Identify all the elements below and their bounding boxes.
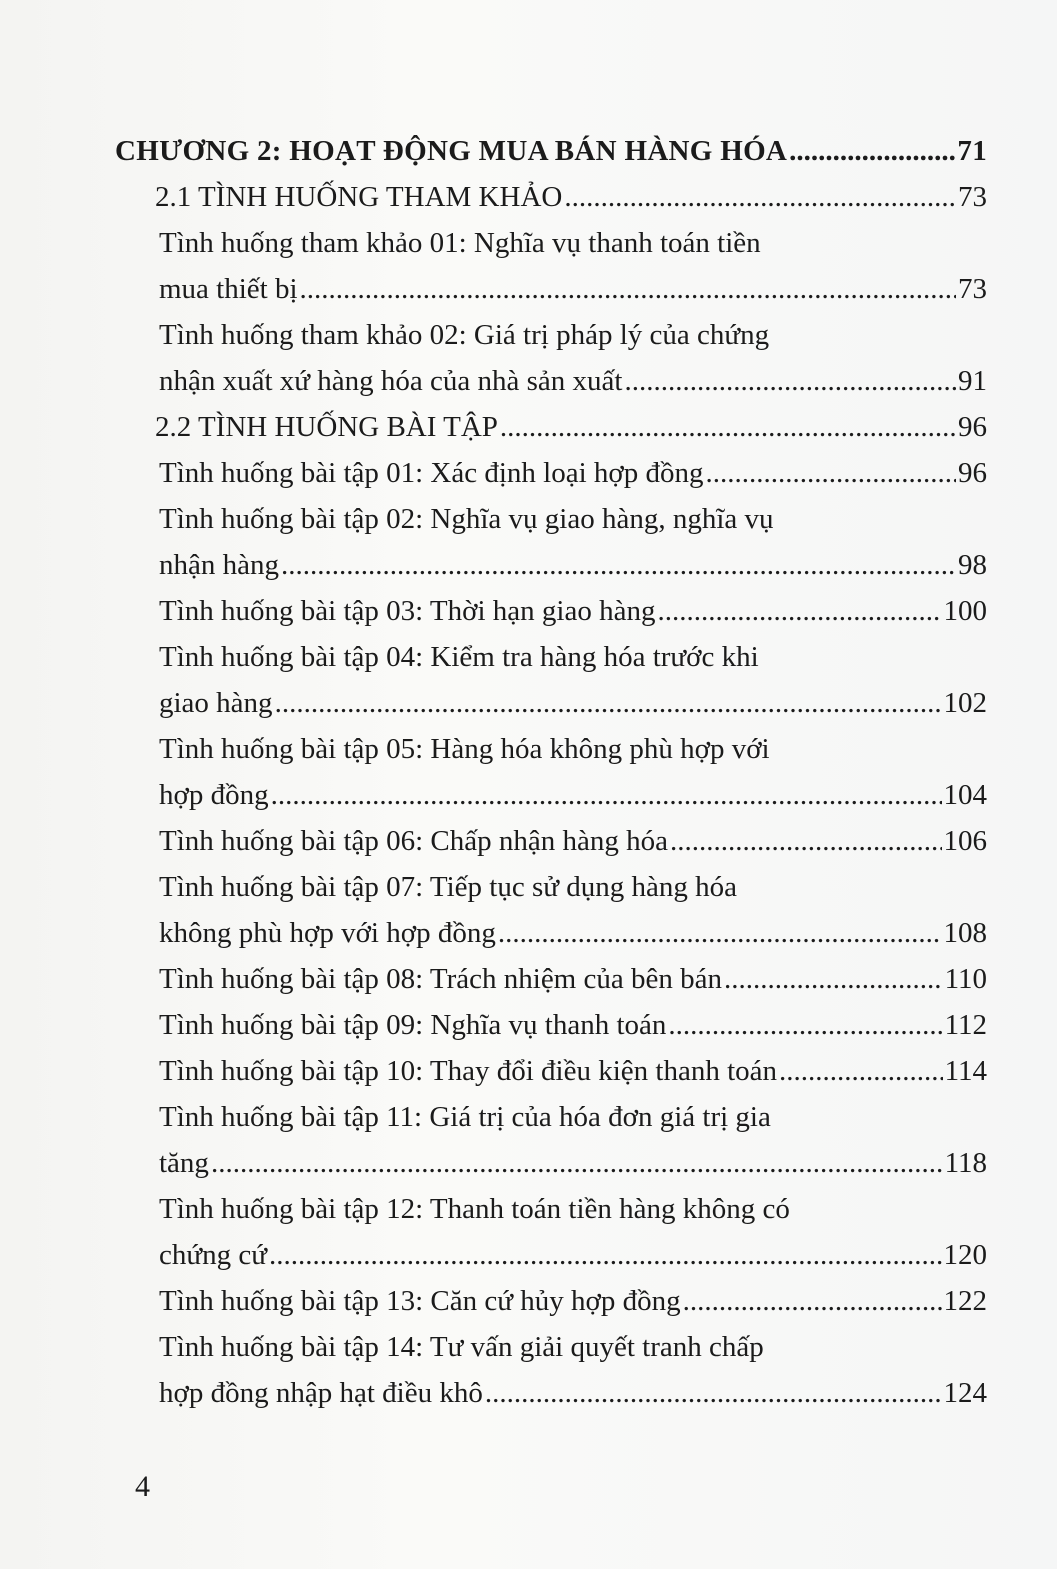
entry-title: không phù hợp với hợp đồng	[159, 917, 496, 949]
dot-leader	[789, 128, 955, 174]
entry-page: 114	[944, 1055, 987, 1087]
dot-leader	[500, 404, 956, 450]
toc-case-entry	[159, 542, 987, 588]
entry-title: hợp đồng nhập hạt điều khô	[159, 1377, 483, 1409]
toc-section-entry	[155, 174, 987, 220]
entry-page: 118	[944, 1147, 987, 1179]
entry-page: 98	[958, 549, 987, 581]
entry-title: nhận xuất xứ hàng hóa của nhà sản xuất	[159, 365, 623, 397]
entry-title: mua thiết bị	[159, 273, 298, 305]
entry-title: Tình huống bài tập 12: Thanh toán tiền hàng không có	[159, 1193, 790, 1225]
entry-title: 2.2 TÌNH HUỐNG BÀI TẬP	[155, 411, 498, 443]
entry-page: 73	[958, 181, 987, 213]
entry-title: Tình huống bài tập 05: Hàng hóa không phù hợp với	[159, 733, 770, 765]
dot-leader	[683, 1278, 942, 1324]
entry-title: Tình huống bài tập 11: Giá trị của hóa đơn giá trị gia	[159, 1101, 771, 1133]
toc-case-entry	[159, 1140, 987, 1186]
entry-page: 124	[943, 1377, 987, 1409]
entry-page: 122	[943, 1285, 987, 1317]
entry-title: tăng	[159, 1147, 209, 1179]
entry-title: Tình huống bài tập 04: Kiểm tra hàng hóa trước khi	[159, 641, 759, 673]
dot-leader	[269, 1232, 942, 1278]
dot-leader	[211, 1140, 943, 1186]
toc-section-entry	[155, 404, 987, 450]
entry-title: chứng cứ	[159, 1239, 267, 1271]
entry-page: 104	[943, 779, 987, 811]
dot-leader	[706, 450, 956, 496]
toc-case-entry	[159, 1002, 987, 1048]
table-of-contents	[115, 128, 987, 1416]
entry-title: Tình huống bài tập 08: Trách nhiệm của bên bán	[159, 963, 722, 995]
toc-case-entry	[159, 1278, 987, 1324]
toc-case-entry	[159, 358, 987, 404]
entry-title: nhận hàng	[159, 549, 279, 581]
dot-leader	[668, 1002, 942, 1048]
entry-title: Tình huống bài tập 14: Tư vấn giải quyết tranh chấp	[159, 1331, 764, 1363]
entry-title: Tình huống bài tập 01: Xác định loại hợp đồng	[159, 457, 704, 489]
dot-leader	[564, 174, 956, 220]
toc-case-entry	[159, 1324, 987, 1370]
chapter-title: CHƯƠNG 2: HOẠT ĐỘNG MUA BÁN HÀNG HÓA	[115, 135, 788, 167]
entry-page: 110	[944, 963, 987, 995]
chapter-page: 71	[957, 135, 987, 167]
toc-case-entry	[159, 1370, 987, 1416]
toc-case-entry	[159, 588, 987, 634]
entry-title: Tình huống bài tập 09: Nghĩa vụ thanh toán	[159, 1009, 667, 1041]
chapter-heading	[115, 128, 987, 174]
toc-case-entry	[159, 680, 987, 726]
entry-title: Tình huống bài tập 06: Chấp nhận hàng hóa	[159, 825, 669, 857]
toc-case-entry	[159, 266, 987, 312]
dot-leader	[300, 266, 956, 312]
dot-leader	[779, 1048, 943, 1094]
toc-case-entry	[159, 1094, 987, 1140]
dot-leader	[624, 358, 956, 404]
entry-page: 120	[943, 1239, 987, 1271]
entry-page: 112	[944, 1009, 987, 1041]
toc-case-entry	[159, 450, 987, 496]
entry-title: Tình huống bài tập 02: Nghĩa vụ giao hàng, nghĩa vụ	[159, 503, 774, 535]
entry-title: Tình huống tham khảo 02: Giá trị pháp lý của chứng	[159, 319, 770, 351]
dot-leader	[724, 956, 943, 1002]
entry-page: 102	[943, 687, 987, 719]
toc-case-entry	[159, 910, 987, 956]
toc-case-entry	[159, 864, 987, 910]
toc-case-entry	[159, 726, 987, 772]
entry-title: giao hàng	[159, 687, 273, 719]
toc-case-entry	[159, 496, 987, 542]
entry-page: 96	[958, 411, 987, 443]
entry-title: Tình huống bài tập 10: Thay đổi điều kiện thanh toán	[159, 1055, 778, 1087]
toc-case-entry	[159, 312, 987, 358]
toc-case-entry	[159, 220, 987, 266]
toc-case-entry	[159, 956, 987, 1002]
entry-title: 2.1 TÌNH HUỐNG THAM KHẢO	[155, 181, 563, 213]
entry-page: 96	[958, 457, 987, 489]
entry-title: hợp đồng	[159, 779, 269, 811]
entry-title: Tình huống bài tập 07: Tiếp tục sử dụng hàng hóa	[159, 871, 737, 903]
toc-case-entry	[159, 634, 987, 680]
entry-title: Tình huống bài tập 03: Thời hạn giao hàng	[159, 595, 656, 627]
toc-case-entry	[159, 1186, 987, 1232]
toc-case-entry	[159, 772, 987, 818]
entry-page: 91	[958, 365, 987, 397]
entry-page: 73	[958, 273, 987, 305]
page-number: 4	[135, 1470, 150, 1503]
dot-leader	[281, 542, 956, 588]
dot-leader	[657, 588, 941, 634]
dot-leader	[498, 910, 942, 956]
dot-leader	[485, 1370, 942, 1416]
toc-case-entry	[159, 1048, 987, 1094]
toc-case-entry	[159, 1232, 987, 1278]
entry-page: 108	[943, 917, 987, 949]
entry-title: Tình huống bài tập 13: Căn cứ hủy hợp đồng	[159, 1285, 681, 1317]
entry-title: Tình huống tham khảo 01: Nghĩa vụ thanh toán tiền	[159, 227, 761, 259]
entry-page: 106	[943, 825, 987, 857]
dot-leader	[670, 818, 941, 864]
dot-leader	[275, 680, 942, 726]
toc-case-entry	[159, 818, 987, 864]
dot-leader	[271, 772, 942, 818]
entry-page: 100	[943, 595, 987, 627]
